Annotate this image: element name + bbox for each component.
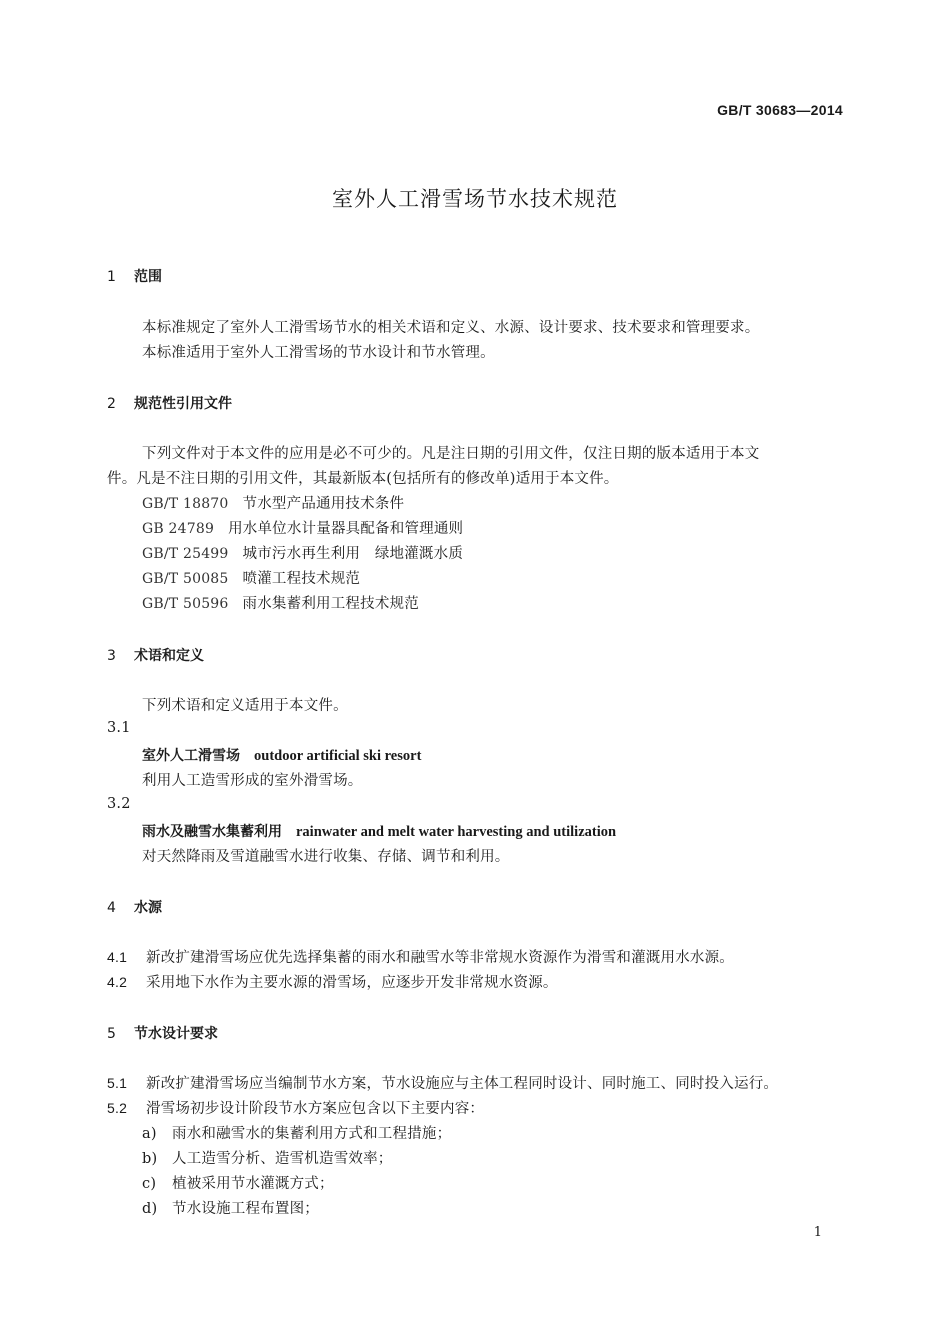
page-number: 1 xyxy=(813,1225,822,1240)
list-marker: b) xyxy=(142,1151,158,1167)
paragraph: 下列文件对于本文件的应用是必不可少的。凡是注日期的引用文件，仅注日期的版本适用于本文 xyxy=(142,446,760,462)
section-number: 4 xyxy=(107,900,116,916)
reference-item xyxy=(142,492,404,513)
section-number: 2 xyxy=(107,396,116,412)
reference-item xyxy=(142,517,463,538)
list-item-text: 节水设施工程布置图； xyxy=(172,1201,319,1217)
term-chinese: 雨水及融雪水集蓄利用 xyxy=(142,824,282,840)
section-heading-5 xyxy=(107,1023,218,1043)
reference-title: 用水单位水计量器具配备和管理通则 xyxy=(228,521,464,537)
section-number: 5 xyxy=(107,1026,116,1042)
reference-code: GB/T 25499 xyxy=(142,546,229,562)
term-english: rainwater and melt water harvesting and utilization xyxy=(296,824,617,840)
reference-title: 雨水集蓄利用工程技术规范 xyxy=(242,596,419,612)
list-item xyxy=(142,1147,393,1168)
list-item-text: 植被采用节水灌溉方式； xyxy=(172,1176,334,1192)
section-heading-2 xyxy=(107,393,232,413)
document-title: 室外人工滑雪场节水技术规范 xyxy=(332,187,618,211)
reference-item xyxy=(142,542,463,563)
list-item-text: 雨水和融雪水的集蓄利用方式和工程措施； xyxy=(172,1126,452,1142)
reference-code: GB/T 18870 xyxy=(142,496,229,512)
section-number: 3 xyxy=(107,648,116,664)
clause-text: 采用地下水作为主要水源的滑雪场，应逐步开发非常规水资源。 xyxy=(146,975,558,991)
section-title: 节水设计要求 xyxy=(134,1026,218,1042)
clause-number: 5.1 xyxy=(107,1075,128,1091)
list-marker: d) xyxy=(142,1201,158,1217)
clause-number: 5.2 xyxy=(107,1100,128,1116)
list-item xyxy=(142,1197,319,1218)
list-item-text: 人工造雪分析、造雪机造雪效率； xyxy=(172,1151,393,1167)
list-marker: a) xyxy=(142,1126,157,1142)
reference-code: GB/T 50596 xyxy=(142,596,229,612)
section-heading-4 xyxy=(107,897,162,917)
reference-title: 城市污水再生利用 绿地灌溉水质 xyxy=(242,546,464,562)
reference-item xyxy=(142,567,360,588)
section-heading-1 xyxy=(107,266,162,286)
reference-title: 节水型产品通用技术条件 xyxy=(242,496,405,512)
section-heading-3 xyxy=(107,645,204,665)
term-number: 3.1 xyxy=(107,720,131,736)
term-chinese: 室外人工滑雪场 xyxy=(142,748,240,764)
term-definition: 对天然降雨及雪道融雪水进行收集、存储、调节和利用。 xyxy=(142,849,510,865)
term-entry xyxy=(142,821,616,841)
section-number: 1 xyxy=(107,269,116,285)
paragraph: 本标准规定了室外人工滑雪场节水的相关术语和定义、水源、设计要求、技术要求和管理要求。 xyxy=(142,320,760,336)
section-title: 规范性引用文件 xyxy=(134,396,232,412)
list-marker: c) xyxy=(142,1176,157,1192)
list-item xyxy=(142,1122,451,1143)
term-english: outdoor artificial ski resort xyxy=(254,748,422,764)
reference-code: GB/T 50085 xyxy=(142,571,229,587)
clause xyxy=(107,946,734,967)
paragraph: 下列术语和定义适用于本文件。 xyxy=(142,698,348,714)
clause xyxy=(107,1072,778,1093)
clause-text: 新改扩建滑雪场应优先选择集蓄的雨水和融雪水等非常规水资源作为滑雪和灌溉用水水源。 xyxy=(146,950,734,966)
paragraph: 本标准适用于室外人工滑雪场的节水设计和节水管理。 xyxy=(142,345,495,361)
clause xyxy=(107,1097,484,1118)
clause-text: 滑雪场初步设计阶段节水方案应包含以下主要内容： xyxy=(146,1101,485,1117)
section-title: 术语和定义 xyxy=(134,648,204,664)
clause-number: 4.1 xyxy=(107,949,128,965)
clause xyxy=(107,971,558,992)
list-item xyxy=(142,1172,334,1193)
term-number: 3.2 xyxy=(107,796,131,812)
reference-item xyxy=(142,592,419,613)
term-entry xyxy=(142,745,421,765)
reference-code: GB 24789 xyxy=(142,521,215,537)
clause-text: 新改扩建滑雪场应当编制节水方案，节水设施应与主体工程同时设计、同时施工、同时投入运行。 xyxy=(146,1076,779,1092)
reference-title: 喷灌工程技术规范 xyxy=(242,571,361,587)
term-definition: 利用人工造雪形成的室外滑雪场。 xyxy=(142,773,363,789)
paragraph: 件。凡是不注日期的引用文件，其最新版本(包括所有的修改单)适用于本文件。 xyxy=(107,471,619,487)
section-title: 范围 xyxy=(134,269,162,285)
section-title: 水源 xyxy=(134,900,162,916)
standard-code: GB/T 30683—2014 xyxy=(717,102,843,118)
clause-number: 4.2 xyxy=(107,974,128,990)
